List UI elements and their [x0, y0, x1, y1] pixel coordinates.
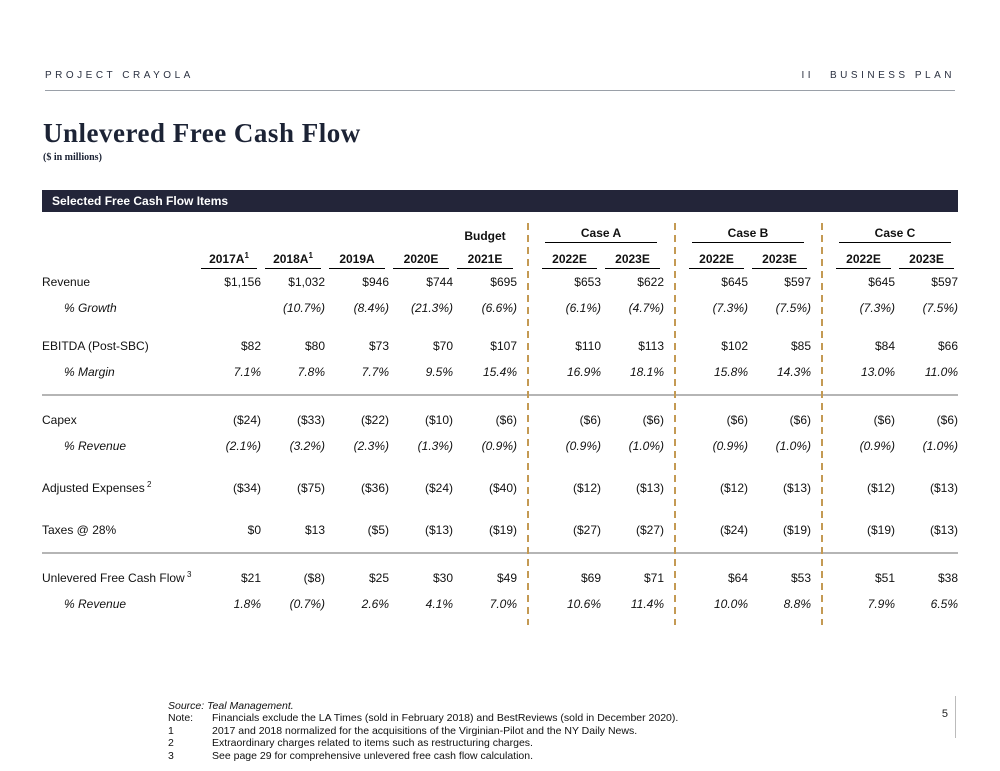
footnote-label: Note:: [168, 712, 194, 725]
table-cell: $53: [790, 571, 811, 585]
footnote-ref: 2: [144, 480, 152, 489]
header-rule: [45, 90, 955, 91]
year-label: 2020E: [393, 252, 449, 269]
table-cell: $85: [790, 339, 811, 353]
table-cell: (0.9%): [712, 439, 748, 453]
year-column-header: [832, 243, 895, 269]
table-cell: (1.0%): [922, 439, 958, 453]
year-label: 2022E: [689, 252, 744, 269]
table-cell: ($6): [642, 413, 664, 427]
table-cell: (21.3%): [410, 301, 453, 315]
table-cell: $51: [874, 571, 895, 585]
table-cell: ($6): [495, 413, 517, 427]
table-cell: $49: [496, 571, 517, 585]
case-group-header: [832, 221, 958, 243]
case-group-label: Case A: [545, 226, 657, 243]
table-cell: ($6): [726, 413, 748, 427]
table-cell: (2.3%): [353, 439, 389, 453]
table-cell: (0.9%): [481, 439, 517, 453]
project-name: PROJECT CRAYOLA: [45, 70, 194, 81]
year-column-header: [197, 243, 261, 269]
row-label: % Revenue: [64, 439, 127, 453]
table-cell: ($19): [866, 523, 895, 537]
table-cell: ($22): [360, 413, 389, 427]
case-a-dashed-divider: [527, 223, 529, 625]
table-cell: 7.0%: [489, 597, 517, 611]
table-cell: ($13): [929, 523, 958, 537]
year-label: $2017A^1$: [201, 252, 257, 269]
row-label: Taxes @ 28%: [42, 523, 117, 537]
page-title: Unlevered Free Cash Flow: [43, 118, 361, 148]
table-cell: 11.0%: [924, 365, 958, 379]
table-cell: $13: [304, 523, 325, 537]
table-cell: $71: [643, 571, 664, 585]
table-cell: $645: [868, 275, 895, 289]
empty-header-cell: [261, 221, 325, 243]
year-column-header: [748, 243, 811, 269]
table-cell: ($13): [782, 481, 811, 495]
table-cell: (6.1%): [565, 301, 601, 315]
year-label: 2023E: [605, 252, 660, 269]
footnote-ref: 3: [184, 570, 192, 579]
table-cell: ($19): [488, 523, 517, 537]
row-label: Unlevered Free Cash Flow $^3$: [42, 570, 192, 585]
section-name: BUSINESS PLAN: [830, 70, 955, 81]
case-group-label: Case B: [692, 226, 804, 243]
year-column-header: [389, 243, 453, 269]
year-label: 2019A: [329, 252, 385, 269]
table-cell: ($36): [360, 481, 389, 495]
year-column-header: [325, 243, 389, 269]
table-cell: (0.7%): [289, 597, 325, 611]
table-cell: 9.5%: [425, 365, 453, 379]
budget-column-header: Budget: [464, 229, 506, 243]
table-cell: ($27): [572, 523, 601, 537]
table-cell: (10.7%): [282, 301, 325, 315]
empty-header-cell: [197, 221, 261, 243]
row-label: % Revenue: [64, 597, 127, 611]
table-cell: 10.0%: [713, 597, 748, 611]
table-cell: $645: [721, 275, 748, 289]
year-label: 2022E: [836, 252, 891, 269]
table-cell: ($6): [789, 413, 811, 427]
table-cell: $64: [727, 571, 748, 585]
units-subtitle: ($ in millions): [43, 152, 102, 163]
table-cell: $102: [721, 339, 748, 353]
table-cell: ($6): [936, 413, 958, 427]
table-cell: ($24): [719, 523, 748, 537]
table-cell: 7.8%: [297, 365, 325, 379]
table-cell: 7.9%: [867, 597, 895, 611]
table-cell: $113: [638, 339, 664, 353]
table-cell: $30: [432, 571, 453, 585]
table-cell: ($34): [232, 481, 261, 495]
empty-header-cell: [389, 221, 453, 243]
table-cell: 11.4%: [630, 597, 664, 611]
table-cell: $25: [368, 571, 389, 585]
year-column-header: [685, 243, 748, 269]
table-cell: (6.6%): [481, 301, 517, 315]
table-cell: $82: [240, 339, 261, 353]
source-note: Source: Teal Management.: [168, 700, 294, 712]
year-column-header: [453, 243, 517, 269]
row-label: % Growth: [64, 301, 117, 315]
table-cell: 13.0%: [860, 365, 895, 379]
table-cell: ($5): [367, 523, 389, 537]
table-cell: $70: [432, 339, 453, 353]
corner-cell: [42, 221, 197, 243]
table-cell: 4.1%: [425, 597, 453, 611]
table-cell: $21: [240, 571, 261, 585]
table-cell: $69: [580, 571, 601, 585]
table-cell: $38: [937, 571, 958, 585]
table-cell: ($12): [719, 481, 748, 495]
table-cell: [197, 295, 261, 321]
table-cell: (0.9%): [565, 439, 601, 453]
footnote-label: 3: [168, 749, 174, 762]
year-column-header: [538, 243, 601, 269]
table-cell: ($27): [635, 523, 664, 537]
table-cell: (7.5%): [775, 301, 811, 315]
table-cell: (2.1%): [225, 439, 261, 453]
case-group-header: [685, 221, 811, 243]
fcf-table-wrap: [42, 221, 958, 617]
table-cell: ($12): [866, 481, 895, 495]
table-cell: (0.9%): [859, 439, 895, 453]
year-label: 2021E: [457, 252, 513, 269]
footnote-text: 2017 and 2018 normalized for the acquisitions of the Virginian-Pilot and the NY Daily News.: [212, 724, 638, 737]
table-cell: $107: [490, 339, 517, 353]
table-cell: $744: [426, 275, 453, 289]
footnote-row: [168, 712, 678, 724]
table-cell: 14.3%: [776, 365, 811, 379]
footnotes: [168, 700, 678, 762]
year-label: 2023E: [899, 252, 954, 269]
table-cell: $110: [575, 339, 601, 353]
footnote-ref: 1: [308, 251, 313, 260]
table-cell: $80: [304, 339, 325, 353]
table-cell: 18.1%: [629, 365, 664, 379]
row-label: % Margin: [64, 365, 115, 379]
section-banner: Selected Free Cash Flow Items: [42, 190, 958, 212]
year-column-header: [261, 243, 325, 269]
footnote-label: 1: [168, 724, 174, 737]
footnote-row: [168, 725, 678, 737]
table-cell: $597: [784, 275, 811, 289]
table-cell: ($6): [579, 413, 601, 427]
case-group-label: Case C: [839, 226, 951, 243]
row-label: Capex: [42, 413, 77, 427]
table-cell: ($24): [424, 481, 453, 495]
section-label: [801, 70, 955, 81]
table-cell: ($40): [488, 481, 517, 495]
table-cell: ($10): [424, 413, 453, 427]
table-cell: $73: [368, 339, 389, 353]
table-cell: (1.3%): [417, 439, 453, 453]
table-cell: ($6): [873, 413, 895, 427]
footnote-row: [168, 750, 678, 762]
table-cell: (7.3%): [859, 301, 895, 315]
slide-header: [45, 70, 955, 81]
table-cell: (7.3%): [712, 301, 748, 315]
table-cell: (1.0%): [628, 439, 664, 453]
table-cell: 7.7%: [361, 365, 389, 379]
table-cell: 16.9%: [566, 365, 601, 379]
footnote-ref: 1: [244, 251, 249, 260]
case-c-dashed-divider: [821, 223, 823, 625]
table-cell: ($33): [296, 413, 325, 427]
table-cell: 1.8%: [233, 597, 261, 611]
empty-header-cell: [325, 221, 389, 243]
table-cell: (1.0%): [775, 439, 811, 453]
footnote-row: [168, 737, 678, 749]
table-cell: $66: [937, 339, 958, 353]
table-cell: ($8): [303, 571, 325, 585]
table-cell: ($19): [782, 523, 811, 537]
table-cell: ($12): [572, 481, 601, 495]
corner-cell: [42, 243, 197, 269]
table-cell: $0: [247, 523, 261, 537]
table-cell: 2.6%: [361, 597, 389, 611]
row-label: Adjusted Expenses $^2$: [42, 480, 152, 495]
table-cell: ($13): [929, 481, 958, 495]
year-label: $2018A^1$: [265, 252, 321, 269]
table-cell: 10.6%: [566, 597, 601, 611]
table-cell: $653: [574, 275, 601, 289]
table-cell: 6.5%: [930, 597, 958, 611]
footnote-text: See page 29 for comprehensive unlevered free cash flow calculation.: [212, 749, 534, 762]
table-cell: 8.8%: [783, 597, 811, 611]
title-block: [43, 118, 361, 163]
footnote-text: Financials exclude the LA Times (sold in February 2018) and BestReviews (sold in December 2020).: [212, 712, 679, 725]
table-cell: (4.7%): [628, 301, 664, 315]
table-cell: $1,156: [224, 275, 261, 289]
table-cell: $84: [874, 339, 895, 353]
footnote-label: 2: [168, 737, 174, 750]
table-cell: (3.2%): [289, 439, 325, 453]
page-number: 5: [941, 708, 948, 720]
table-cell: ($75): [296, 481, 325, 495]
table-cell: ($13): [635, 481, 664, 495]
table-cell: $946: [362, 275, 389, 289]
footnote-text: Extraordinary charges related to items such as restructuring charges.: [212, 737, 533, 750]
row-label: EBITDA (Post-SBC): [42, 339, 149, 353]
year-label: 2023E: [752, 252, 807, 269]
table-cell: (8.4%): [353, 301, 389, 315]
table-cell: ($13): [424, 523, 453, 537]
year-label: 2022E: [542, 252, 597, 269]
table-cell: (7.5%): [922, 301, 958, 315]
case-group-header: [538, 221, 664, 243]
row-label: Revenue: [42, 275, 91, 289]
year-column-header: [601, 243, 664, 269]
table-cell: $695: [490, 275, 517, 289]
table-cell: $597: [931, 275, 958, 289]
table-cell: 15.8%: [713, 365, 748, 379]
table-cell: $1,032: [288, 275, 325, 289]
table-cell: $622: [637, 275, 664, 289]
section-number: II: [801, 70, 815, 81]
year-column-header: [895, 243, 958, 269]
page-number-rule: [955, 696, 956, 738]
case-b-dashed-divider: [674, 223, 676, 625]
table-cell: 7.1%: [233, 365, 261, 379]
table-cell: 15.4%: [482, 365, 517, 379]
table-cell: ($24): [232, 413, 261, 427]
